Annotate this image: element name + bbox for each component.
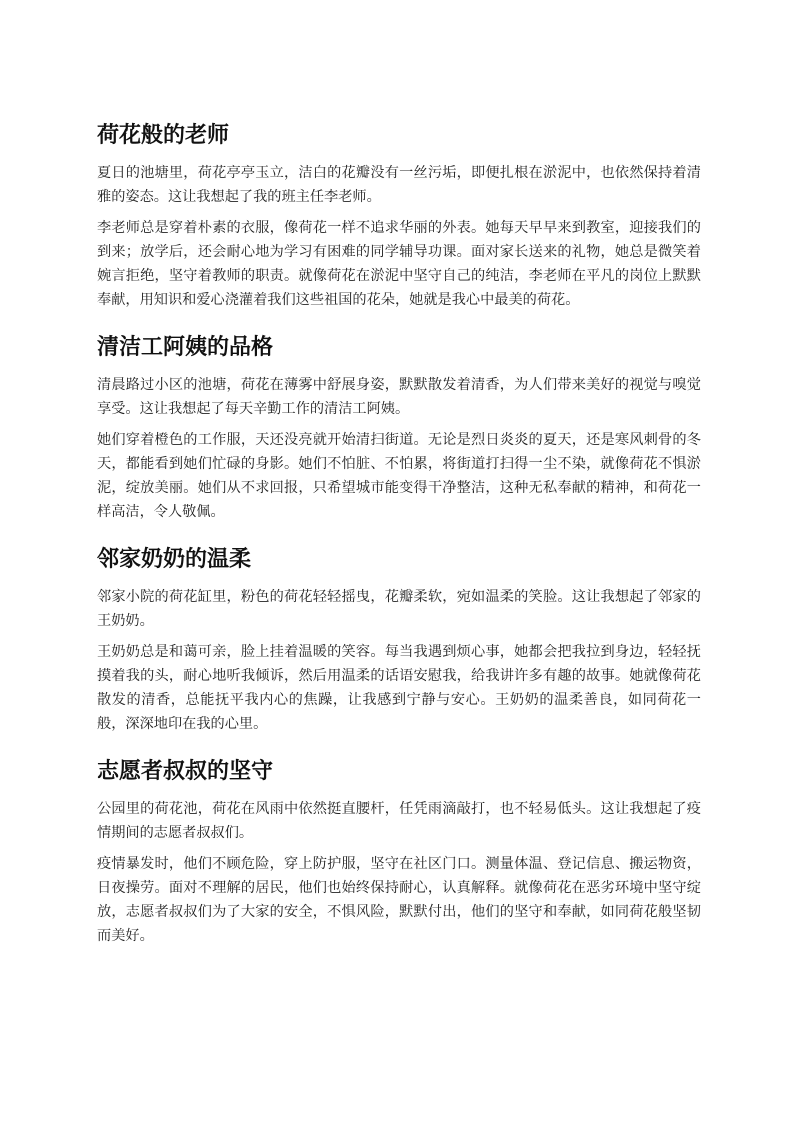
paragraph: 李老师总是穿着朴素的衣服，像荷花一样不追求华丽的外表。她每天早早来到教室，迎接我们的到来；放学后，还会耐心地为学习有困难的同学辅导功课。面对家长送来的礼物，她总是微笑着婉言拒绝，坚守着教师的职责。就像荷花在淤泥中坚守自己的纯洁，李老师在平凡的岗位上默默奉献，用知识和爱心浇灌着我们这些祖国的花朵，她就是我心中最美的荷花。	[97, 220, 701, 308]
section-title: 清洁工阿姨的品格	[97, 335, 274, 360]
paragraph: 邻家小院的荷花缸里，粉色的荷花轻轻摇曳，花瓣柔软，宛如温柔的笑脸。这让我想起了邻家的王奶奶。	[97, 589, 701, 629]
section-cleaner	[97, 332, 701, 524]
document-page	[97, 120, 701, 955]
section-title: 荷花般的老师	[97, 123, 230, 148]
paragraph: 她们穿着橙色的工作服，天还没亮就开始清扫街道。无论是烈日炎炎的夏天，还是寒风刺骨的冬天，都能看到她们忙碌的身影。她们不怕脏、不怕累，将街道打扫得一尘不染，就像荷花不惧淤泥，绽放美丽。她们从不求回报，只希望城市能变得干净整洁，这种无私奉献的精神，和荷花一样高洁，令人敬佩。	[97, 432, 701, 520]
section-volunteer	[97, 756, 701, 948]
paragraph: 王奶奶总是和蔼可亲，脸上挂着温暖的笑容。每当我遇到烦心事，她都会把我拉到身边，轻轻抚摸着我的头，耐心地听我倾诉，然后用温柔的话语安慰我，给我讲许多有趣的故事。她就像荷花散发的清香，总能抚平我内心的焦躁，让我感到宁静与安心。王奶奶的温柔善良，如同荷花一般，深深地印在我的心里。	[97, 644, 701, 732]
paragraph: 公园里的荷花池，荷花在风雨中依然挺直腰杆，任凭雨滴敲打，也不轻易低头。这让我想起了疫情期间的志愿者叔叔们。	[97, 801, 701, 841]
paragraph: 清晨路过小区的池塘，荷花在薄雾中舒展身姿，默默散发着清香，为人们带来美好的视觉与嗅觉享受。这让我想起了每天辛勤工作的清洁工阿姨。	[97, 377, 701, 417]
section-grandma	[97, 544, 701, 736]
paragraph: 夏日的池塘里，荷花亭亭玉立，洁白的花瓣没有一丝污垢，即便扎根在淤泥中，也依然保持着清雅的姿态。这让我想起了我的班主任李老师。	[97, 165, 701, 205]
section-title: 邻家奶奶的温柔	[97, 547, 252, 572]
paragraph: 疫情暴发时，他们不顾危险，穿上防护服，坚守在社区门口。测量体温、登记信息、搬运物资，日夜操劳。面对不理解的居民，他们也始终保持耐心，认真解释。就像荷花在恶劣环境中坚守绽放，志愿者叔叔们为了大家的安全，不惧风险，默默付出，他们的坚守和奉献，如同荷花般坚韧而美好。	[97, 856, 701, 944]
section-teacher	[97, 120, 701, 312]
section-title: 志愿者叔叔的坚守	[97, 759, 274, 784]
